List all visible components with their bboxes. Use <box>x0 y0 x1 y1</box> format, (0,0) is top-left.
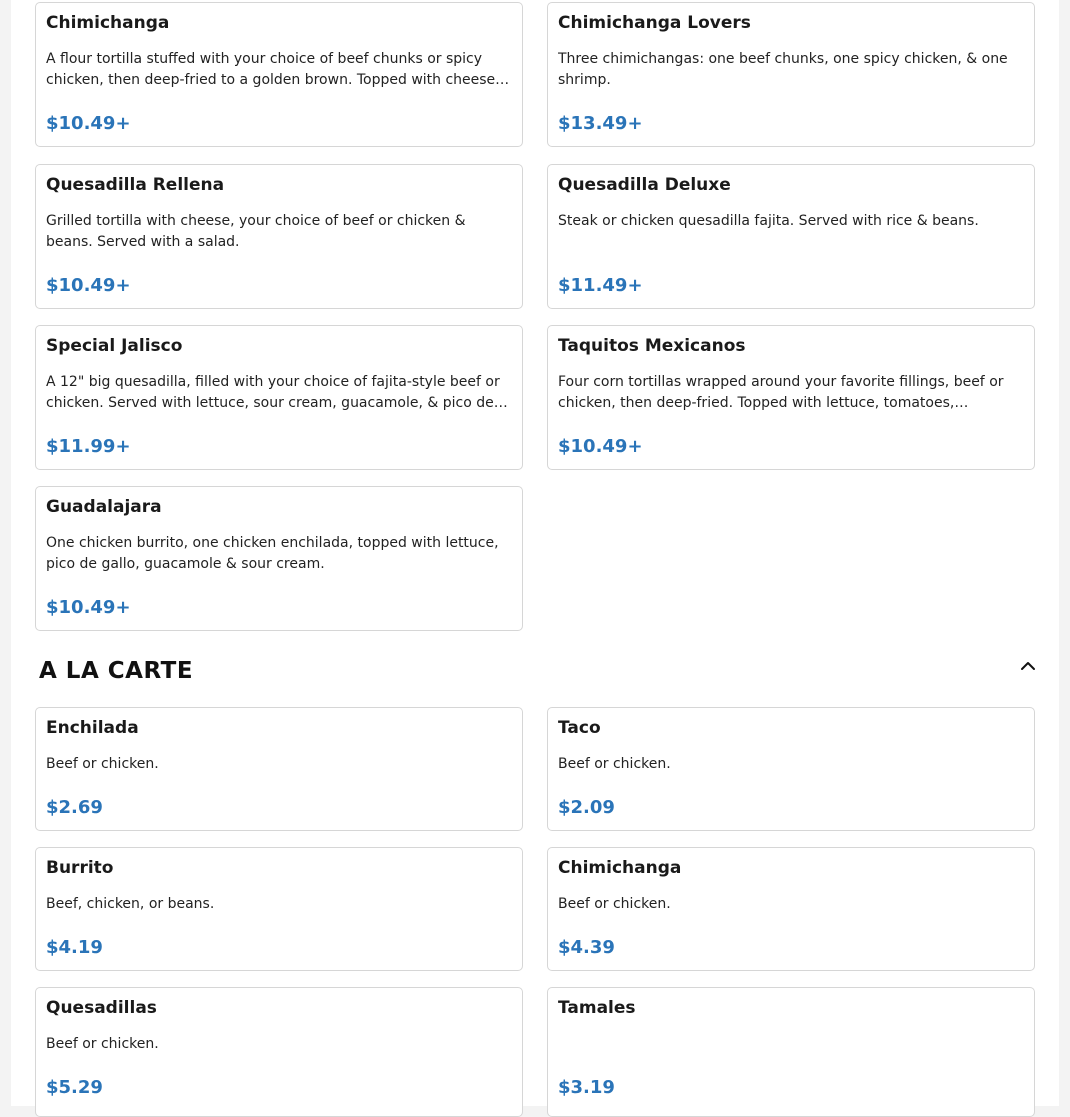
menu-item-price: $10.49+ <box>558 436 643 457</box>
menu-item-price: $2.09 <box>558 797 615 818</box>
menu-item-name: Taquitos Mexicanos <box>558 336 746 356</box>
menu-item-price: $10.49+ <box>46 597 131 618</box>
menu-item-card[interactable] <box>35 486 523 631</box>
menu-item-name: Quesadilla Deluxe <box>558 175 731 195</box>
menu-item-price: $4.19 <box>46 937 103 958</box>
menu-item-card[interactable] <box>35 2 523 147</box>
menu-item-card[interactable] <box>547 987 1035 1117</box>
menu-item-description: One chicken burrito, one chicken enchilada, topped with lettuce, pico de gallo, guacamole & sour cream. <box>46 535 499 572</box>
menu-item-description: Beef or chicken. <box>46 1036 159 1052</box>
menu-item-name: Tamales <box>558 998 636 1018</box>
menu-item-name: Chimichanga <box>46 13 170 33</box>
menu-item-name: Quesadillas <box>46 998 157 1018</box>
menu-item-description: A 12" big quesadilla, filled with your choice of fajita-style beef or chicken. Served with lettuce, sour cream, guacamole, & pico de… <box>46 374 508 411</box>
menu-item-name: Burrito <box>46 858 114 878</box>
menu-item-price: $11.49+ <box>558 275 643 296</box>
menu-item-card[interactable] <box>547 325 1035 470</box>
menu-page <box>11 0 1059 1106</box>
menu-item-price: $5.29 <box>46 1077 103 1098</box>
menu-item-name: Guadalajara <box>46 497 162 517</box>
menu-item-name: Chimichanga <box>558 858 682 878</box>
menu-item-description: Grilled tortilla with cheese, your choice of beef or chicken & beans. Served with a salad. <box>46 213 466 250</box>
menu-item-name: Enchilada <box>46 718 139 738</box>
menu-item-price: $10.49+ <box>46 275 131 296</box>
menu-item-card[interactable] <box>35 325 523 470</box>
menu-item-price: $11.99+ <box>46 436 131 457</box>
menu-item-name: Quesadilla Rellena <box>46 175 225 195</box>
menu-item-price: $3.19 <box>558 1077 615 1098</box>
menu-item-price: $10.49+ <box>46 113 131 134</box>
section-header-a-la-carte[interactable] <box>35 648 1035 694</box>
menu-item-card[interactable] <box>547 707 1035 831</box>
menu-item-price: $4.39 <box>558 937 615 958</box>
menu-item-description: Beef or chicken. <box>558 896 671 912</box>
menu-item-name: Taco <box>558 718 601 738</box>
menu-item-description: Steak or chicken quesadilla fajita. Served with rice & beans. <box>558 213 979 229</box>
section-title: A LA CARTE <box>39 658 194 684</box>
menu-item-description: Three chimichangas: one beef chunks, one spicy chicken, & one shrimp. <box>558 51 1008 88</box>
menu-item-price: $2.69 <box>46 797 103 818</box>
menu-item-card[interactable] <box>35 164 523 309</box>
menu-item-description: A flour tortilla stuffed with your choice of beef chunks or spicy chicken, then deep-fried to a golden brown. Topped with cheese… <box>46 51 510 88</box>
menu-item-name: Chimichanga Lovers <box>558 13 751 33</box>
menu-item-card[interactable] <box>35 987 523 1117</box>
menu-item-price: $13.49+ <box>558 113 643 134</box>
menu-item-card[interactable] <box>547 2 1035 147</box>
menu-item-description: Beef or chicken. <box>558 756 671 772</box>
menu-item-description: Four corn tortillas wrapped around your favorite fillings, beef or chicken, then deep-fried. Topped with lettuce, tomatoes,… <box>558 374 1004 411</box>
menu-item-description: Beef, chicken, or beans. <box>46 896 215 912</box>
menu-item-name: Special Jalisco <box>46 336 183 356</box>
chevron-up-icon[interactable] <box>1018 658 1038 674</box>
menu-item-card[interactable] <box>35 707 523 831</box>
menu-item-card[interactable] <box>547 164 1035 309</box>
menu-item-card[interactable] <box>547 847 1035 971</box>
menu-item-card[interactable] <box>35 847 523 971</box>
menu-item-description: Beef or chicken. <box>46 756 159 772</box>
